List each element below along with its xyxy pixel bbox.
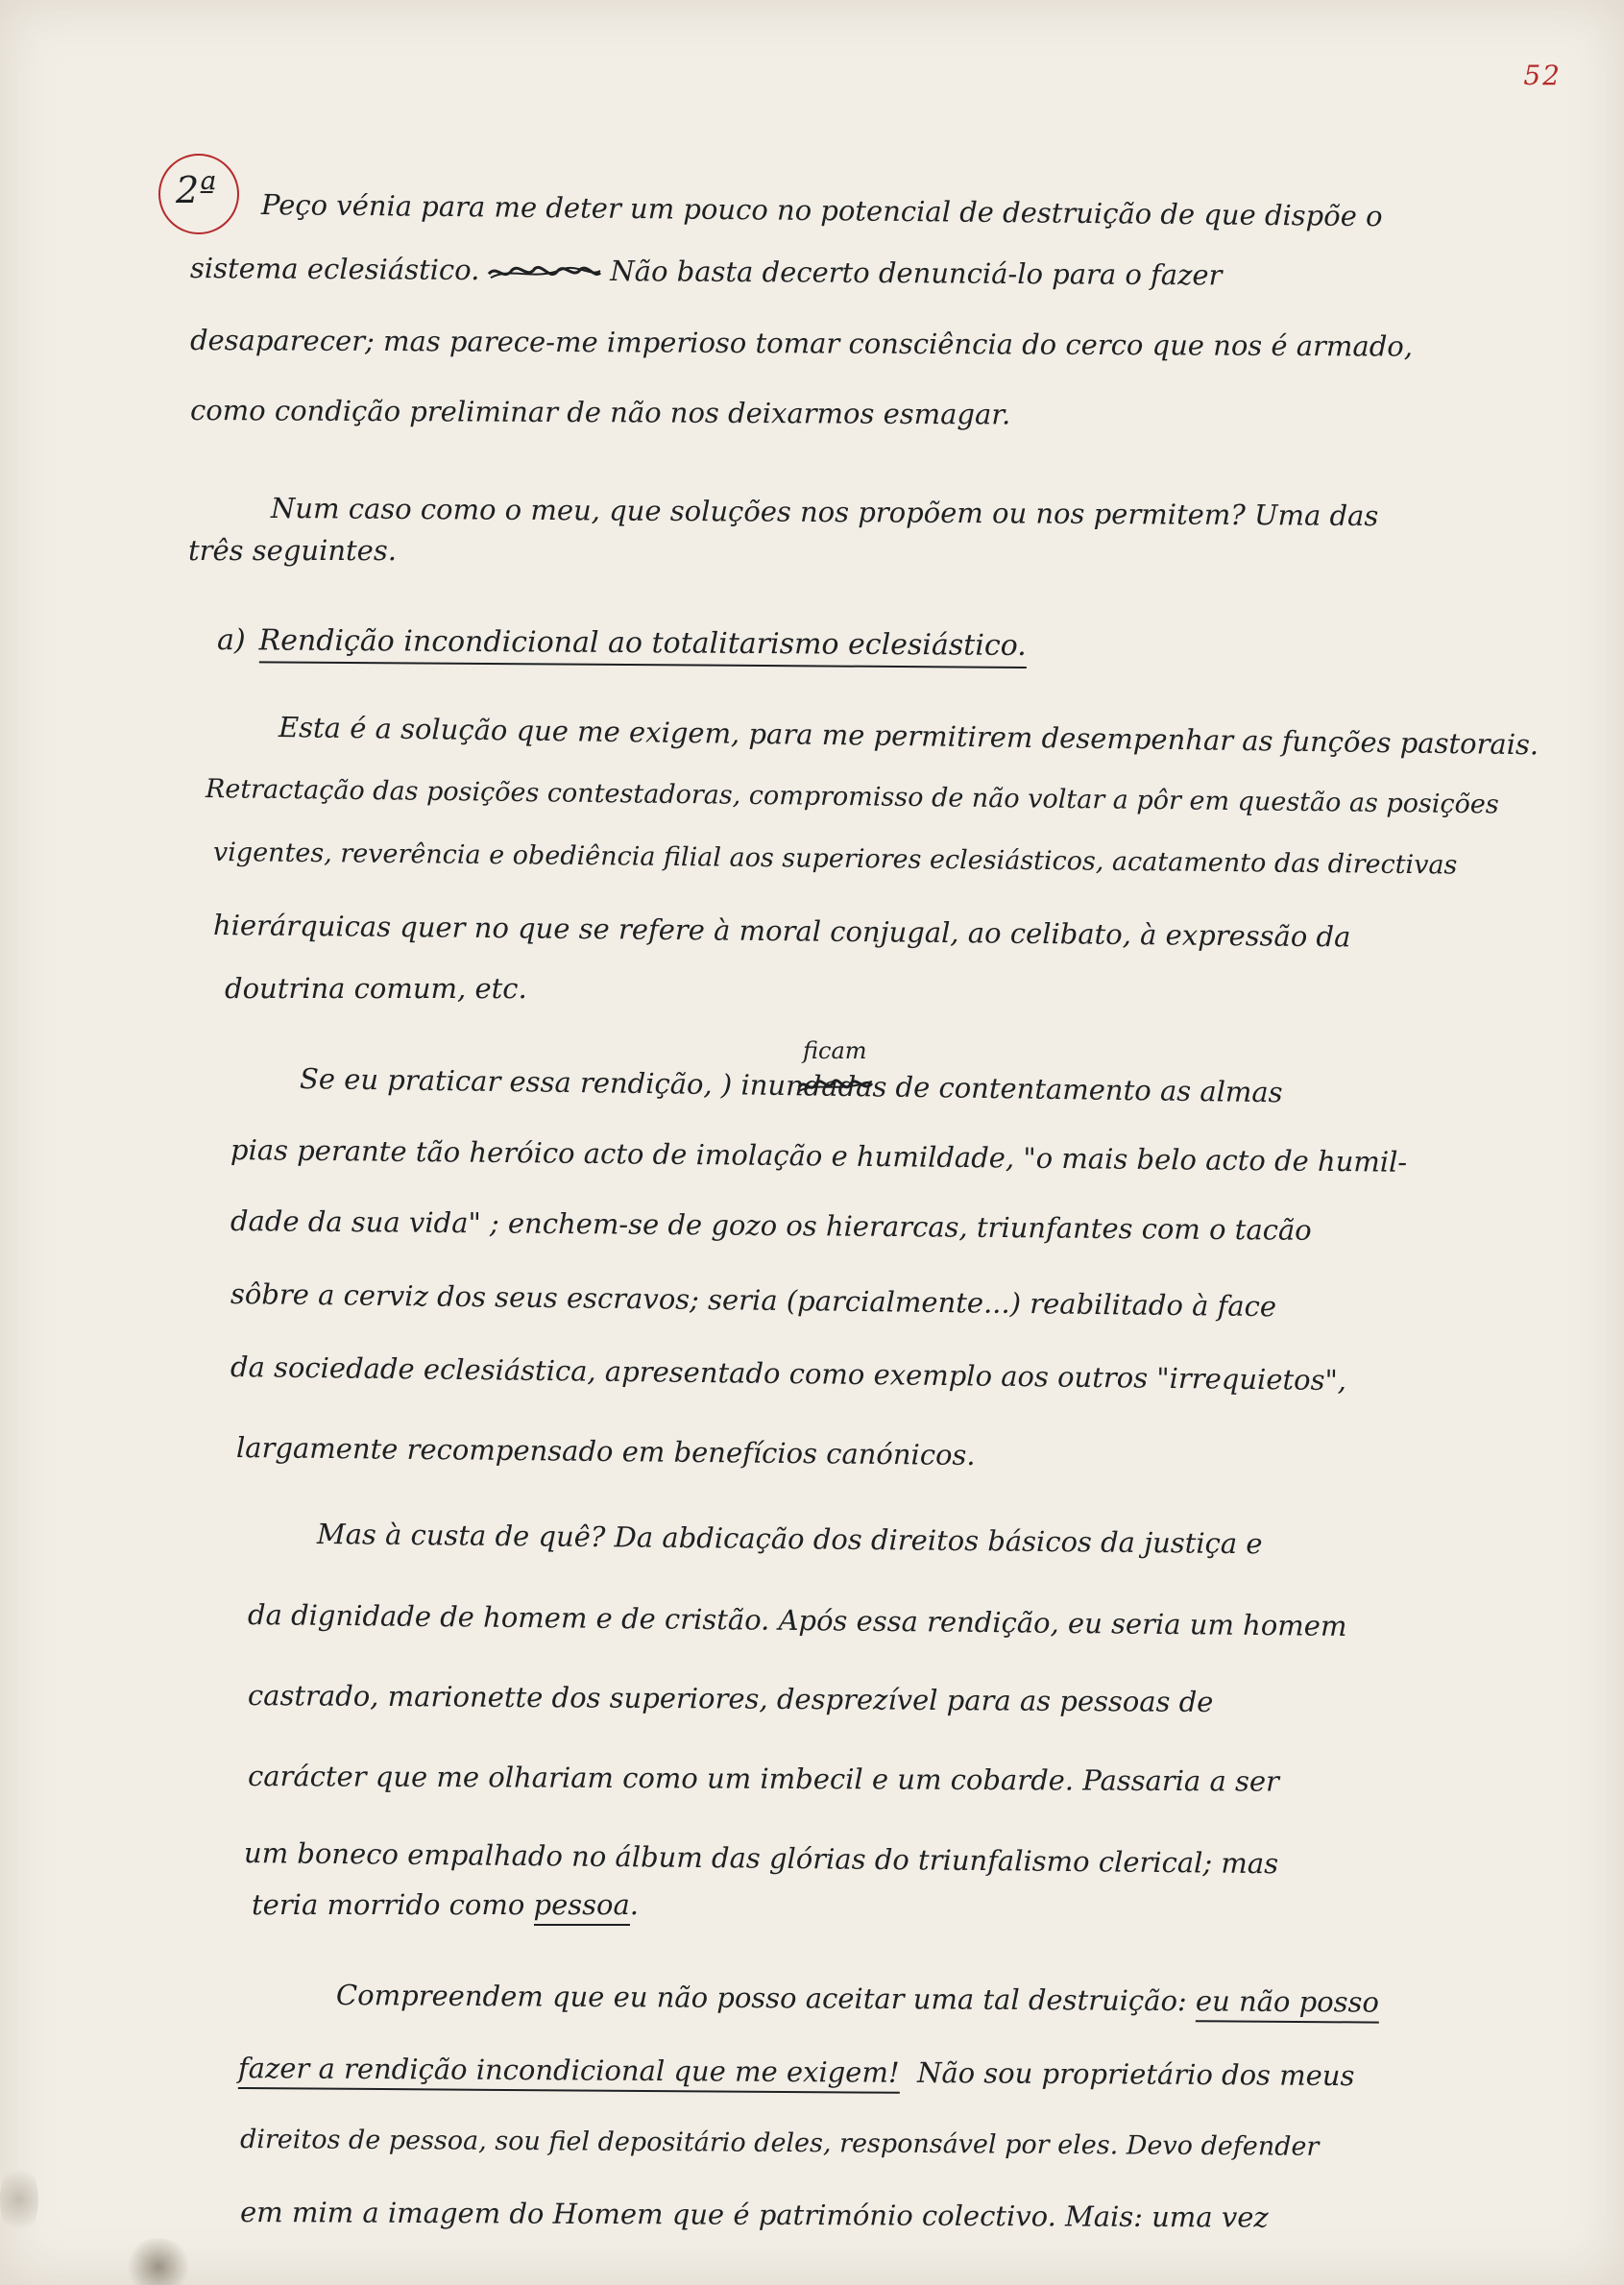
insertion-word: ficam (803, 1037, 867, 1064)
text-line: direitos de pessoa, sou fiel depositário deles, responsável por eles. Devo defender (239, 2125, 1320, 2162)
page-number: 52 (1523, 60, 1562, 91)
text-line: da dignidade de homem e de cristão. Após essa rendição, eu seria um homem (247, 1598, 1347, 1642)
text-line: Peço vénia para me deter um pouco no potencial de destruição de que dispõe o (260, 188, 1383, 233)
text-line: Esta é a solução que me exigem, para me permitirem desempenhar as funções pastorais. (278, 711, 1539, 762)
text-line: Mas à custa de quê? Da abdicação dos direitos básicos da justiça e (316, 1518, 1263, 1561)
text-line: dade da sua vida" ; enchem-se de gozo os hierarcas, triunfantes com o tacão (230, 1204, 1312, 1247)
text-line: vigentes, reverência e obediência filial aos superiores eclesiásticos, acatamento das directivas (212, 838, 1458, 881)
heading-text: Rendição incondicional ao totalitarismo eclesiástico. (258, 623, 1026, 668)
text-line: desaparecer; mas parece-me imperioso tomar consciência do cerco que nos é armado, (189, 324, 1414, 363)
text-line: doutrina comum, etc. (225, 972, 527, 1005)
text-line: da sociedade eclesiástica, apresentado como exemplo aos outros "irrequietos", (230, 1350, 1347, 1398)
section-heading (217, 623, 1027, 663)
text-line-part: Não sou proprietário dos meus (916, 2055, 1355, 2093)
text-line: três seguintes. (188, 534, 397, 567)
text-line: Se eu praticar essa rendição, ) inundadas de contentamento as almas (299, 1062, 1283, 1109)
text-line: castrado, marionette dos superiores, desprezível para as pessoas de (247, 1679, 1214, 1719)
text-line: pias perante tão heróico acto de imolação e humildade, "o mais belo acto de humil- (230, 1133, 1408, 1179)
text-line: carácter que me olhariam como um imbecil e um cobarde. Passaria a ser (247, 1760, 1279, 1798)
text-line: Num caso como o meu, que soluções nos propõem ou nos permitem? Uma das (270, 492, 1379, 533)
heading-marker: a) (216, 623, 246, 658)
underlined-word: pessoa (534, 1888, 630, 1926)
text-line: hierárquicas quer no que se refere à moral conjugal, ao celibato, à expressão da (212, 909, 1351, 954)
paper-stain (125, 2238, 192, 2285)
strikethrough-scribble (487, 260, 602, 284)
underlined-phrase: fazer a rendição incondicional que me exigem! (238, 2052, 900, 2094)
section-label: 2ª (176, 169, 217, 211)
text-line (336, 1979, 1379, 2019)
text-line (252, 1888, 639, 1921)
text-line-part: Não basta decerto denunciá-lo para o fazer (610, 255, 1223, 292)
text-line-part: Compreendem que eu não posso aceitar uma tal destruição: (335, 1979, 1187, 2018)
text-line: em mim a imagem do Homem que é património colectivo. Mais: uma vez (239, 2196, 1269, 2234)
text-line: como condição preliminar de não nos deixarmos esmagar. (189, 394, 1011, 431)
text-line-part: teria morrido como (252, 1888, 534, 1921)
text-line (190, 252, 1223, 292)
underlined-phrase: eu não posso (1196, 1984, 1379, 2023)
text-line-part: . (629, 1888, 640, 1921)
text-line: sôbre a cerviz dos seus escravos; seria (parcialmente...) reabilitado à face (230, 1277, 1277, 1324)
paper-stain (0, 2161, 38, 2238)
text-line: um boneco empalhado no álbum das glórias do triunfalismo clerical; mas (243, 1836, 1279, 1881)
text-line (238, 2052, 1355, 2092)
text-line: largamente recompensado em benefícios canónicos. (235, 1431, 976, 1472)
text-line: Retractação das posições contestadoras, compromisso de não voltar a pôr em questão as posições (205, 774, 1499, 820)
text-line-part: sistema eclesiástico. (189, 252, 480, 287)
